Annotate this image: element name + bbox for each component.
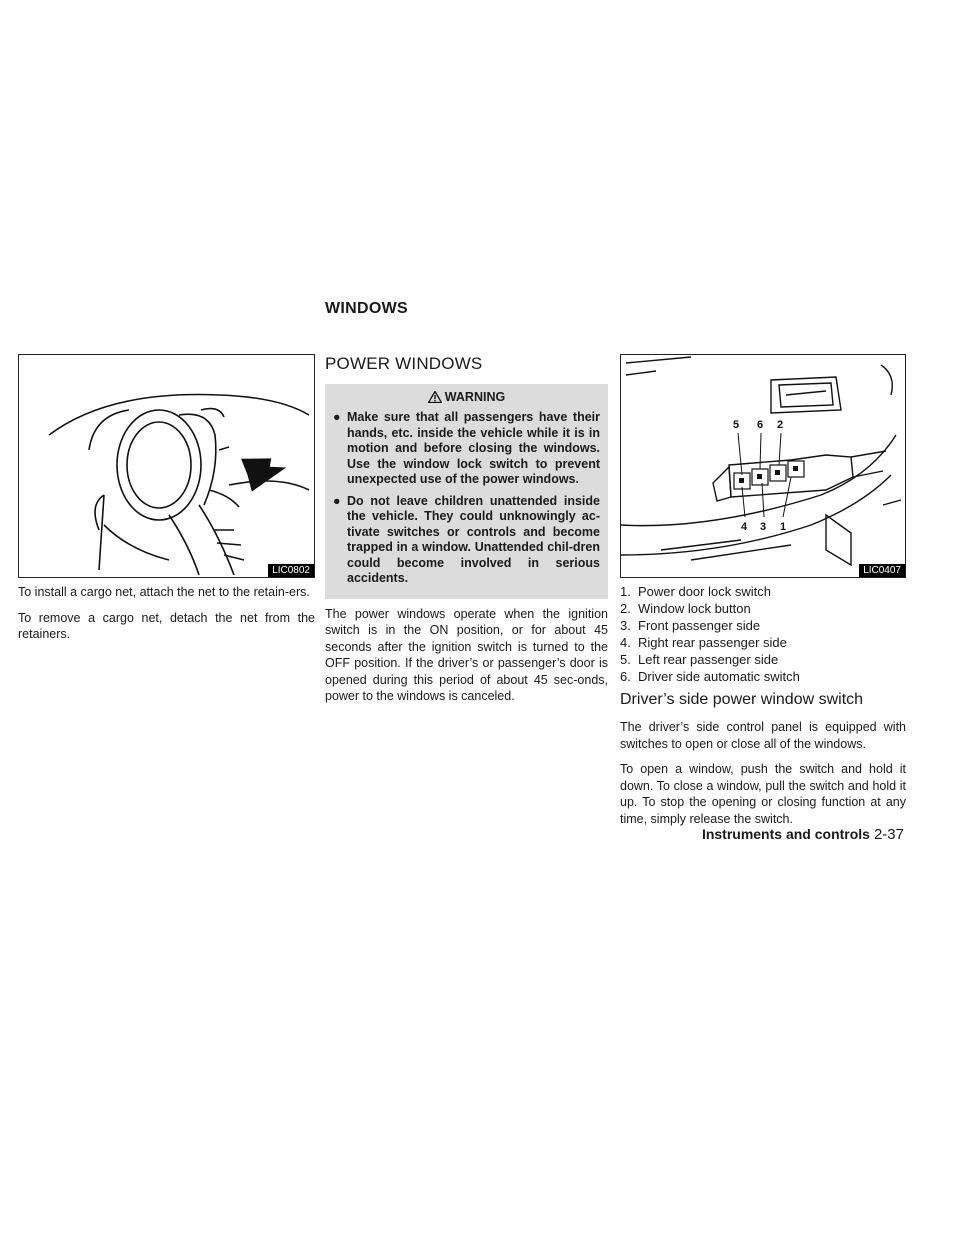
open-close-paragraph: To open a window, push the switch and hold it down. To close a window, pull the switch and hold it up. To stop the opening or closing function at any time, simply release the switch.	[620, 762, 906, 826]
warning-header	[333, 390, 600, 404]
list-item	[620, 600, 906, 617]
cargo-net-figure	[18, 354, 315, 578]
legend-num: 3.	[620, 618, 631, 633]
warning-box	[325, 384, 608, 599]
cargo-net-illustration	[19, 355, 314, 577]
bullet-icon: ●	[333, 410, 341, 424]
left-column	[18, 354, 315, 652]
callout-5: 5	[733, 419, 740, 431]
legend-text: Power door lock switch	[638, 584, 771, 599]
list-item	[620, 617, 906, 634]
legend-text: Left rear passenger side	[638, 652, 779, 667]
control-panel-paragraph: The driver’s side control panel is equipped with switches to open or close all of the windows.	[620, 720, 906, 751]
legend-list	[620, 583, 906, 685]
warning-title: WARNING	[444, 390, 506, 404]
callout-1: 1	[780, 521, 787, 533]
warning-item-text: Make sure that all passengers have their hands, etc. inside the vehicle while it is in motion and before closing the windows. Use the window lock switch to prevent unexpected use of the power windows.	[347, 410, 600, 486]
warning-item	[333, 410, 600, 488]
section-title: WINDOWS	[325, 300, 408, 317]
figure-code: LIC0407	[859, 564, 905, 577]
legend-text: Right rear passenger side	[638, 635, 787, 650]
list-item	[620, 668, 906, 685]
legend-num: 1.	[620, 584, 631, 599]
right-column	[620, 354, 906, 836]
warning-triangle-icon	[428, 391, 442, 403]
warning-item-text: Do not leave children unattended inside the vehicle. They could unknowingly ac-tivate switches or controls and become trapped in a window. Unattended chil-dren could become involved in serious accidents.	[347, 493, 600, 585]
callout-6: 6	[757, 419, 764, 431]
list-item	[620, 583, 906, 600]
legend-text: Window lock button	[638, 601, 751, 616]
figure-code: LIC0802	[268, 564, 314, 577]
window-switch-figure	[620, 354, 906, 578]
power-windows-heading: POWER WINDOWS	[325, 354, 483, 373]
window-switch-illustration	[621, 355, 905, 577]
chapter-name: Instruments and controls	[701, 826, 870, 842]
install-paragraph: To install a cargo net, attach the net to the retain-ers.	[18, 585, 310, 599]
legend-num: 4.	[620, 635, 631, 650]
power-windows-paragraph: The power windows operate when the ignition switch is in the ON position, or for about 45 seconds after the ignition switch is turned to the OFF position. If the driver’s or passenger’s door is opened during this period of about 45 sec-onds, power to the windows is canceled.	[325, 606, 608, 703]
callout-4: 4	[741, 521, 748, 533]
driver-switch-heading: Driver’s side power window switch	[620, 691, 864, 708]
legend-text: Driver side automatic switch	[638, 669, 800, 684]
page-footer	[702, 826, 904, 843]
legend-text: Front passenger side	[638, 618, 761, 633]
legend-num: 2.	[620, 601, 631, 616]
legend-num: 5.	[620, 652, 631, 667]
remove-paragraph: To remove a cargo net, detach the net from the retainers.	[18, 610, 315, 641]
middle-column	[325, 354, 608, 714]
list-item	[620, 651, 906, 668]
warning-item	[333, 494, 600, 587]
legend-num: 6.	[620, 669, 631, 684]
callout-2: 2	[777, 419, 784, 431]
page-number: 2-37	[873, 826, 904, 843]
callout-3: 3	[760, 521, 767, 533]
list-item	[620, 634, 906, 651]
bullet-icon: ●	[333, 493, 341, 508]
